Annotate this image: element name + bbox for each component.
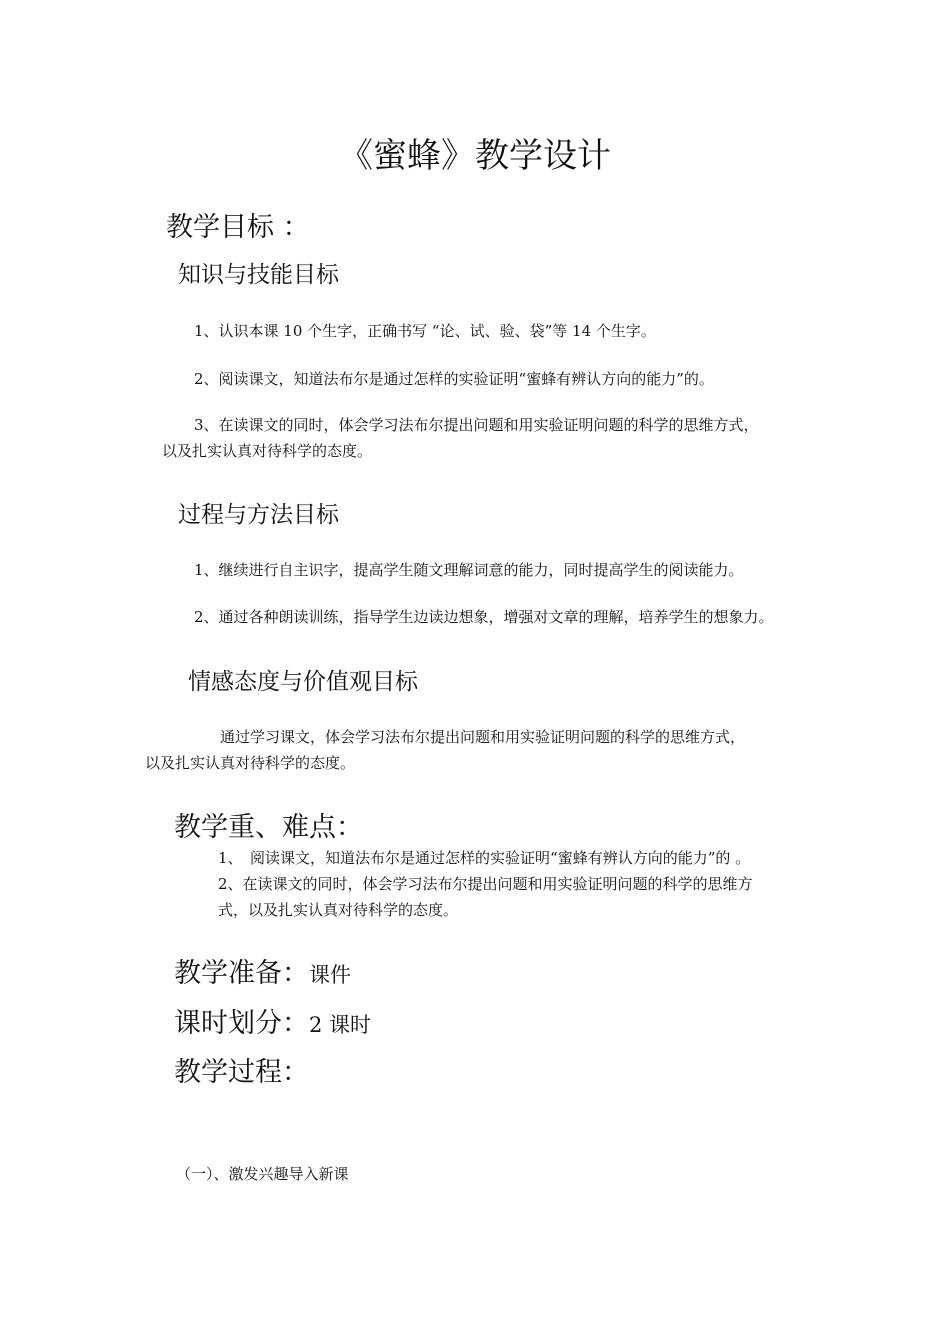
key-point-item: 1、 阅读课文，知道法布尔是通过怎样的实验证明“蜜蜂有辨认方向的能力”的 。 [218, 849, 751, 867]
process-item: 2、通过各种朗读训练，指导学生边读边想象，增强对文章的理解，培养学生的想象力。 [194, 608, 774, 626]
emotion-text: 以及扎实认真对待科学的态度。 [145, 754, 356, 772]
knowledge-item: 2、阅读课文，知道法布尔是通过怎样的实验证明“蜜蜂有辨认方向的能力”的。 [194, 370, 714, 388]
teaching-process-heading: 教学过程： [174, 1057, 309, 1088]
document-title: 《蜜蜂》教学设计 [339, 136, 611, 176]
step-1-heading: （一）、激发兴趣导入新课 [176, 1165, 349, 1183]
class-periods [174, 1001, 371, 1040]
key-point-item: 2、在读课文的同时，体会学习法布尔提出问题和用实验证明问题的科学的思维方 [218, 875, 753, 893]
emotion-heading: 情感态度与价值观目标 [188, 669, 418, 695]
knowledge-heading: 知识与技能目标 [178, 262, 339, 288]
process-item: 1、继续进行自主识字，提高学生随文理解词意的能力，同时提高学生的阅读能力。 [194, 561, 744, 579]
key-point-item: 式，以及扎实认真对待科学的态度。 [218, 901, 459, 919]
process-heading: 过程与方法目标 [178, 502, 339, 528]
teaching-prep-value: 课件 [309, 963, 351, 987]
emotion-text: 通过学习课文，体会学习法布尔提出问题和用实验证明问题的科学的思维方式， [220, 728, 746, 746]
knowledge-item: 3、在读课文的同时，体会学习法布尔提出问题和用实验证明问题的科学的思维方式， [194, 416, 759, 434]
class-periods-label: 课时划分： [174, 1008, 309, 1039]
knowledge-item: 1、认识本课 10 个生字，正确书写 “论、试、验、袋”等 14 个生字。 [194, 322, 656, 340]
key-points-heading: 教学重、难点： [174, 812, 363, 843]
knowledge-item: 以及扎实认真对待科学的态度。 [162, 442, 373, 460]
teaching-prep-label: 教学准备： [174, 958, 309, 989]
objectives-heading: 教学目标 ： [166, 212, 310, 243]
teaching-prep [174, 951, 351, 990]
class-periods-value: 2 课时 [309, 1013, 372, 1037]
